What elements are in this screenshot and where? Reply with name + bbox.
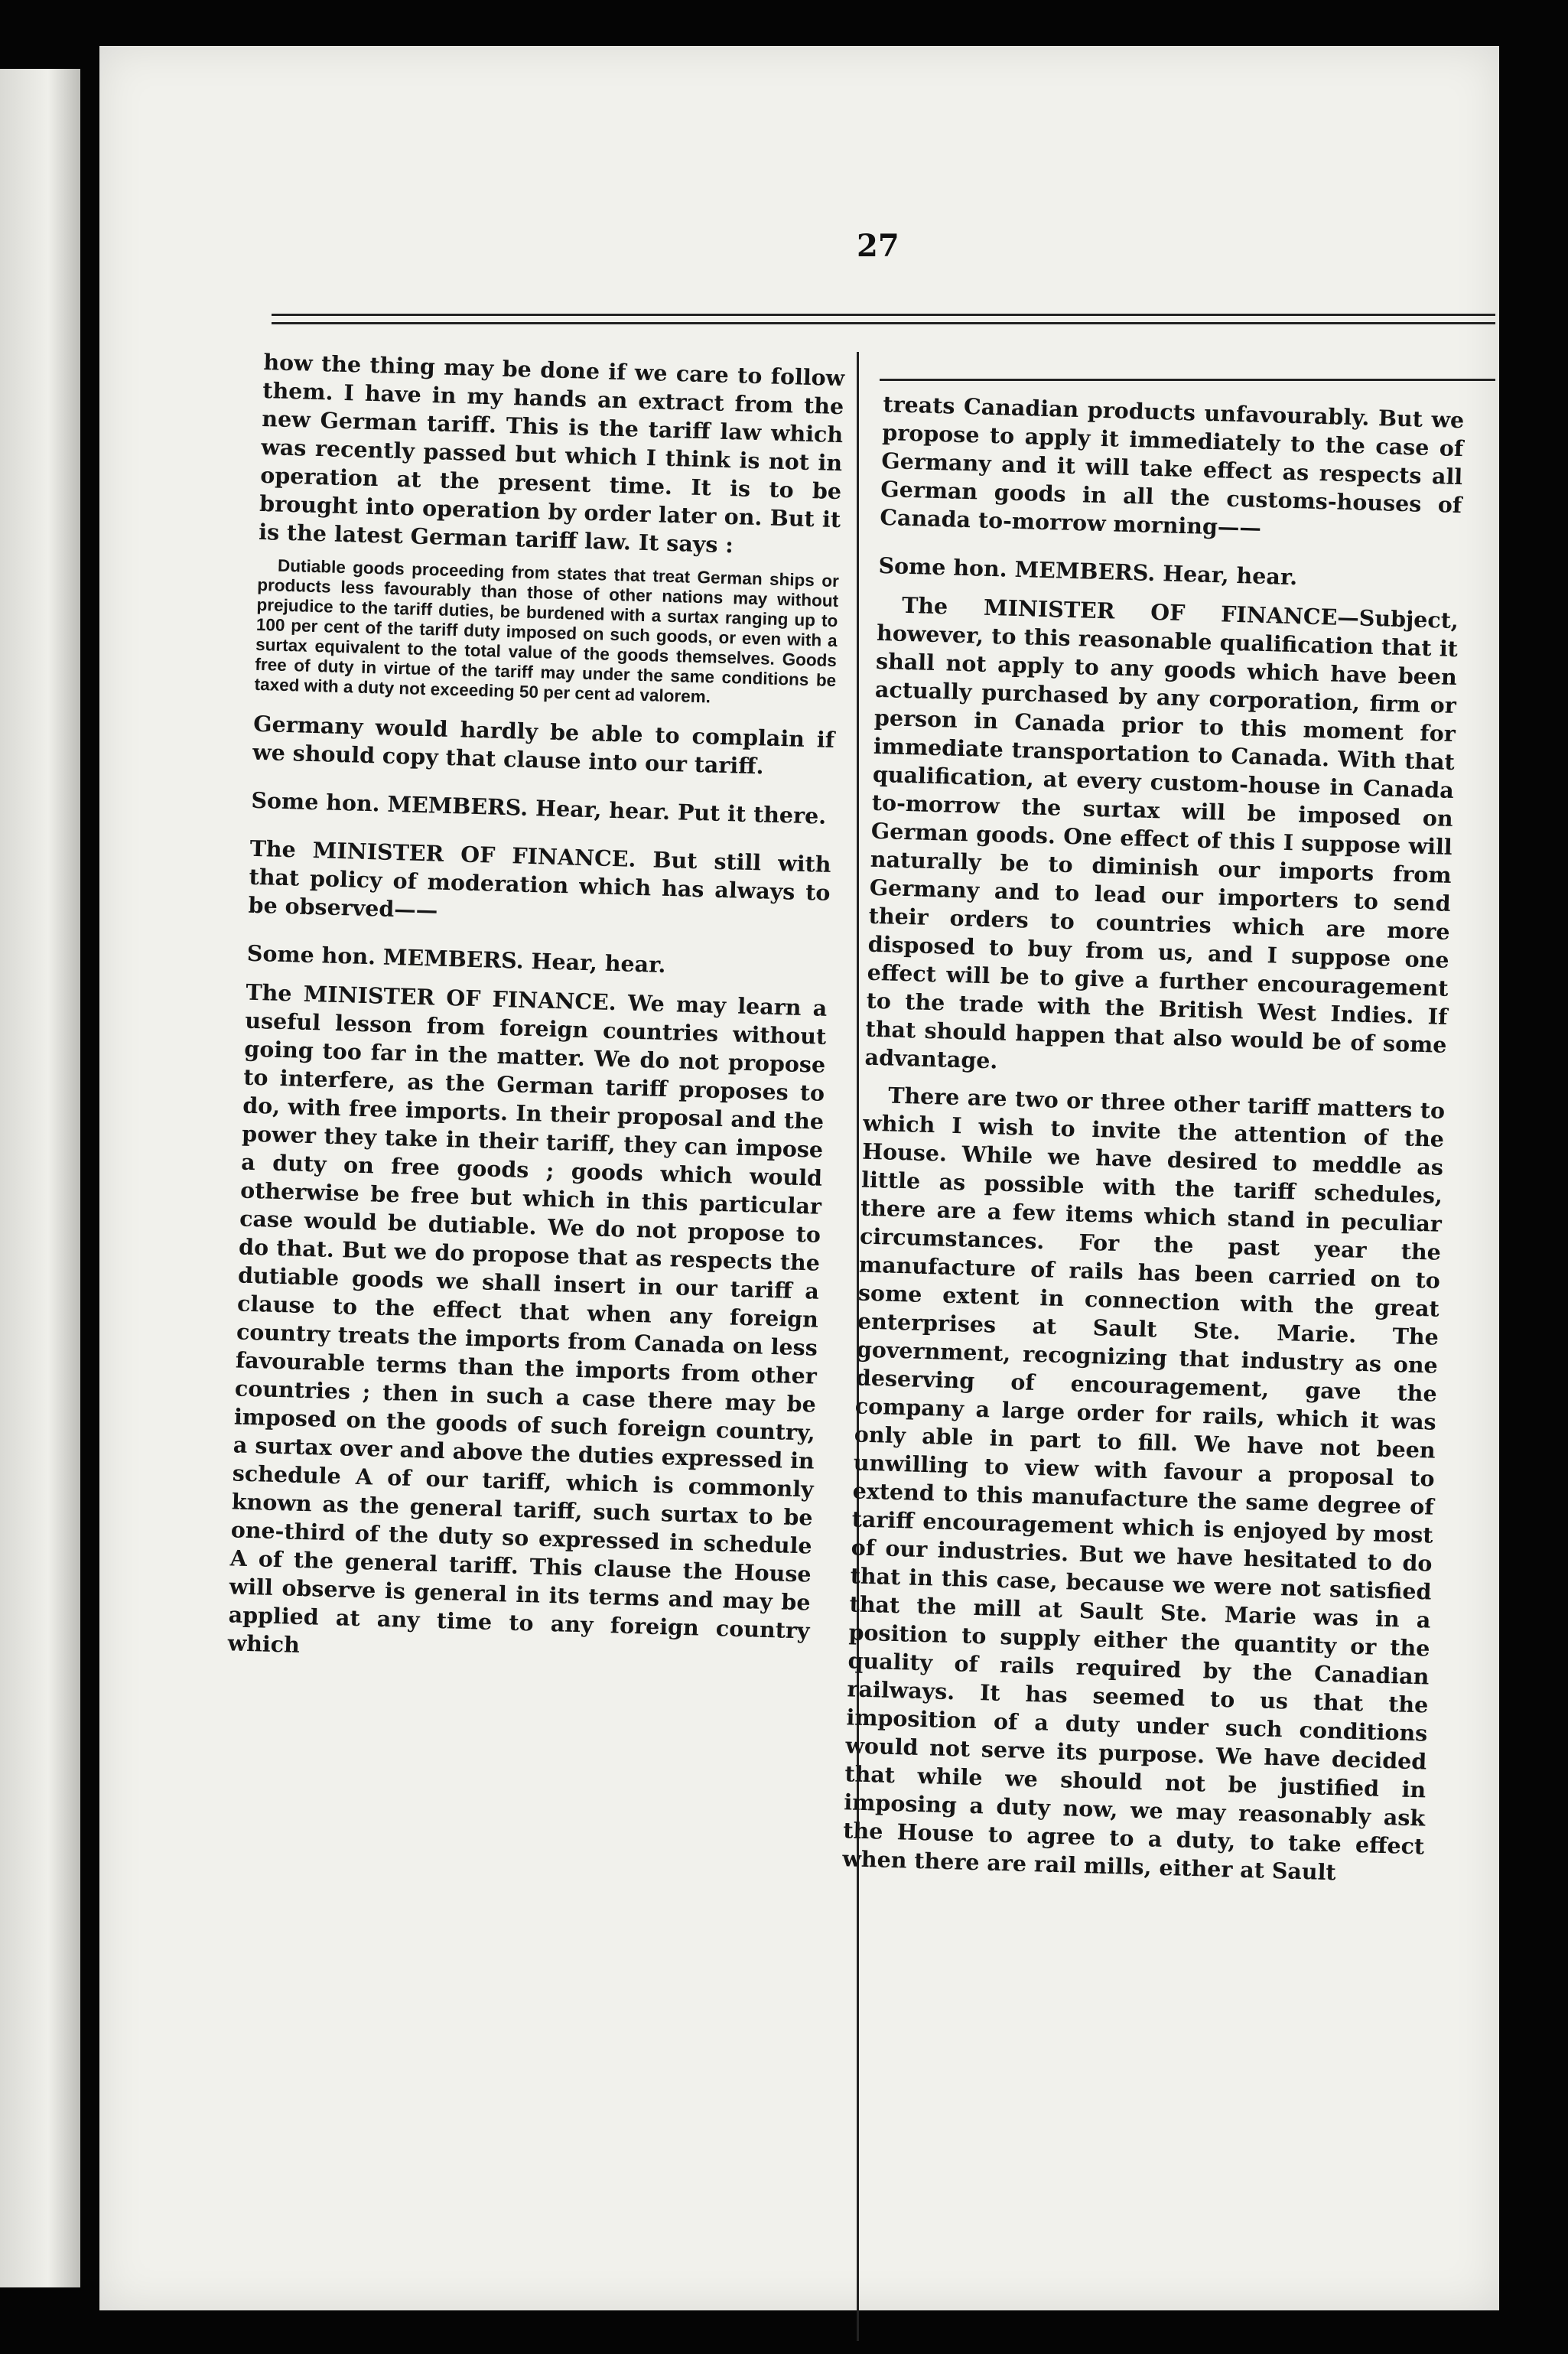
paragraph: how the thing may be done if we care to follow them. I have in my hands an extract from the new German tariff. This is the tariff law which was recently passed but which I think is not in operation at the present time. It is to be brought into operation by order later on. But it is the latest German tariff law. It says : <box>258 348 845 558</box>
paragraph: The MINISTER OF FINANCE—Subject, however, to this reasonable qualification that it shall not apply to any goods which have been actually purchased by any corporation, firm or person in Canada prior to this moment for immediate transportation to Canada. With that qualification, at every custom-house in Canada to-morrow the surtax will be imposed on German goods. One effect of this I suppose will naturally be to diminish our imports from Germany and to lead our importers to send their orders to countries which are more disposed to buy from us, and I suppose one effect will be to give a further encouragement to the trade with the British West Indies. If that should happen that also would be of some advantage. <box>864 591 1459 1074</box>
speaker-line: Some hon. MEMBERS. Hear, hear. <box>246 939 666 978</box>
block-quote: Dutiable goods proceeding from states that treat German ships or products less favourably than those of other nations may without prejudice to the tariff duties, be burdened with a surtax ranging up to 100 per cent of the tariff duty imposed on such goods, or even with a surtax equivalent to the total value of the goods themselves. Goods free of duty in virtue of the tariff may under the same conditions be taxed with a duty not exceeding 50 per cent ad valorem. <box>254 555 840 707</box>
document-page <box>99 46 1499 2310</box>
page-content <box>168 46 1469 2310</box>
paragraph: treats Canadian products unfavourably. But we propose to apply it immediately to the case of Germany and it will take effect as respects all German goods in all the customs-houses of Canada to-morrow morning—— <box>879 390 1465 541</box>
speaker-line: Some hon. MEMBERS. Hear, hear. Put it there. <box>251 786 827 829</box>
paragraph: Germany would hardly be able to complain if we should copy that clause into our tariff. <box>252 710 835 780</box>
page-number: 27 <box>857 228 899 264</box>
header-rule-top <box>272 314 1495 316</box>
left-column <box>227 348 845 1683</box>
paragraph: There are two or three other tariff matters to which I wish to invite the attention of the House. While we have desired to meddle as little as possible with the tariff schedules, there are a few items which stand in peculiar circumstances. For the past year the manufacture of rails has been carried on to some extent in connection with the great enterprises at Sault Ste. Marie. The government, recognizing that industry as one deserving of encouragement, gave the company a large order for rails, which it was only able in part to fill. We have not been unwilling to view with favour a proposal to extend to this manufacture the same degree of tariff encouragement which is enjoyed by most of our industries. But we have hesitated to do that in this case, because we were not satisfied that the mill at Sault Ste. Marie was in a position to supply either the quantity or the quality of rails required by the Canadian railways. It has seemed to us that the imposition of a duty under such conditions would not serve its purpose. We have decided that while we should not be justified in imposing a duty now, we may reasonably ask the House to agree to a duty, to take effect when there are rail mills, either at Sault <box>841 1082 1446 1886</box>
right-column-top-rule <box>880 379 1495 381</box>
adjacent-page-edge <box>0 69 80 2287</box>
paragraph: The MINISTER OF FINANCE. We may learn a useful lesson from foreign countries without going too far in the matter. We do not propose to interfere, as the German tariff proposes to do, with free imports. In their proposal and the power they take in their tariff, they can impose a duty on free goods ; goods which would otherwise be free but which in this particular case would be dutiable. We do not propose to do that. But we do propose that as respects the dutiable goods we shall insert in our tariff a clause to the effect that when any foreign country treats the imports from Canada on less favourable terms than the imports from other countries ; then in such a case there may be imposed on the goods of such foreign country, a surtax over and above the duties expressed in schedule A of our tariff, which is commonly known as the general tariff, such surtax to be one-third of the duty so expressed in schedule A of the general tariff. This clause the House will observe is general in its terms and may be applied at any time to any foreign country which <box>227 978 828 1658</box>
header-rule-bottom <box>272 322 1495 324</box>
speaker-line: The MINISTER OF FINANCE. But still with that policy of moderation which has always to be observed—— <box>248 835 831 923</box>
right-column <box>842 390 1465 1898</box>
speaker-line: Some hon. MEMBERS. Hear, hear. <box>878 552 1298 591</box>
